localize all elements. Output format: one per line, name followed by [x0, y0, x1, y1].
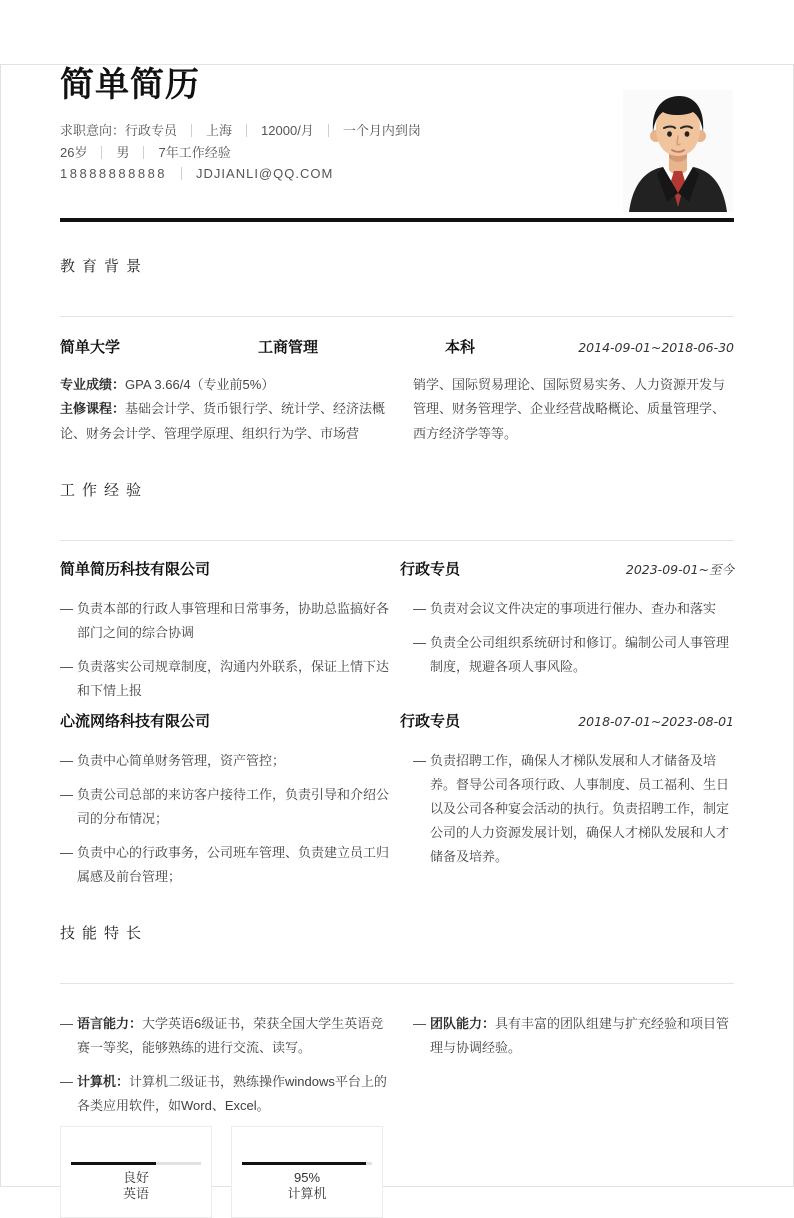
gauge-level: 良好: [122, 1170, 149, 1185]
separator: [191, 124, 192, 137]
job-bullets-col1: [60, 597, 394, 703]
skill-text: 大学英语6级证书，荣获全国大学生英语竞赛一等奖，能够熟练的进行交流、读写。: [77, 1016, 384, 1055]
skill-text: 计算机二级证书，熟练操作windows平台上的各类应用软件，如Word、Excel。: [77, 1074, 387, 1113]
email-address: JDJIANLI@QQ.COM: [196, 166, 334, 181]
education-details: [60, 373, 734, 447]
skills-list: [60, 1012, 734, 1118]
bullet-dash: —: [413, 601, 426, 616]
candidate-name: 简单简历: [60, 66, 200, 104]
bullet-dash: —: [60, 1016, 73, 1031]
intent-label: 求职意向：: [60, 123, 126, 138]
job-entry-header: [60, 559, 734, 581]
job-role: 行政专员: [400, 561, 461, 578]
section-divider: [60, 316, 734, 317]
gauge-name: 计算机: [287, 1186, 327, 1201]
bullet-dash: —: [60, 659, 73, 674]
education-details-col2: [413, 373, 734, 447]
courses-label: 主修课程：: [60, 401, 126, 416]
list-item: [60, 1012, 394, 1060]
education-details-col1: [60, 373, 394, 447]
courses-text-part2: 销学、国际贸易理论、国际贸易实务、人力资源开发与管理、财务管理学、企业经营战略概论、质量管理学、西方经济学等等。: [413, 376, 726, 441]
gauge-fill: [242, 1162, 366, 1165]
skill-gauges: [60, 1126, 734, 1218]
bullet-dash: —: [413, 635, 426, 650]
list-item: — 负责落实公司规章制度，沟通内外联系，保证上情下达和下情上报: [60, 655, 394, 703]
job-bullets-col1: [60, 749, 394, 889]
bullet-dash: —: [60, 1074, 73, 1089]
bullet-dash: —: [413, 753, 426, 768]
phone-number: 18888888888: [60, 166, 168, 181]
gauge-level: 95%: [293, 1170, 321, 1185]
job-bullets-col2: [413, 749, 734, 889]
gender: 男: [116, 144, 130, 160]
degree: 本科: [445, 338, 476, 356]
profile-photo: [623, 90, 733, 212]
separator: [101, 146, 102, 159]
job-bullets: [60, 749, 734, 889]
bullet-dash: —: [60, 845, 73, 860]
company-name: 简单简历科技有限公司: [60, 561, 211, 578]
gpa-value: GPA 3.66/4（专业前5%）: [125, 376, 275, 392]
bullet-dash: —: [60, 787, 73, 802]
skills-col2: [413, 1012, 734, 1118]
skill-label: 语言能力：: [77, 1016, 143, 1031]
gauge-name: 英语: [122, 1186, 149, 1201]
age: 26岁: [60, 144, 88, 160]
job-period: 2018-07-01~2023-08-01: [578, 714, 734, 729]
section-title-skills: 技能特长: [60, 925, 149, 942]
bullet-dash: —: [60, 601, 73, 616]
intent-city: 上海: [206, 123, 233, 138]
school-name: 简单大学: [60, 338, 121, 356]
intent-salary: 12000/月: [261, 123, 314, 138]
job-bullets-col2: [413, 597, 734, 703]
education-period: 2014-09-01~2018-06-30: [578, 339, 734, 355]
list-item: — 负责公司总部的来访客户接待工作，负责引导和介绍公司的分布情况；: [60, 783, 394, 831]
major: 工商管理: [258, 338, 319, 356]
list-item: — 负责招聘工作，确保人才梯队发展和人才储备及培养。督导公司各项行政、人事制度、员工福利、生日以及公司各种宴会活动的执行。负责招聘工作，制定公司的人力资源发展计划，确保人才梯队发展和人才储备及培养。: [413, 749, 734, 869]
gauge-card-computer: [231, 1126, 383, 1218]
experience-years: 7年工作经验: [158, 144, 231, 160]
list-item: — 负责全公司组织系统研讨和修订。编制公司人事管理制度，规避各项人事风险。: [413, 631, 734, 679]
section-title-education: 教育背景: [60, 257, 149, 275]
list-item: [413, 1012, 734, 1060]
separator: [143, 146, 144, 159]
courses-line: [60, 397, 394, 446]
job-entry-header: [60, 711, 734, 733]
gauge-bar: [242, 1162, 372, 1165]
courses-text-part1: 基础会计学、货币银行学、统计学、经济法概论、财务会计学、管理学原理、组织行为学、市场营: [60, 401, 386, 441]
job-bullets: [60, 597, 734, 703]
list-item: — 负责本部的行政人事管理和日常事务，协助总监搞好各部门之间的综合协调: [60, 597, 394, 645]
skill-label: 计算机：: [77, 1074, 130, 1089]
company-name: 心流网络科技有限公司: [60, 713, 211, 730]
intent-position: 行政专员: [125, 123, 178, 138]
gpa-label: 专业成绩：: [60, 376, 126, 392]
job-role: 行政专员: [400, 713, 461, 730]
bullet-dash: —: [413, 1016, 426, 1031]
skills-col1: [60, 1012, 394, 1118]
skill-text: 具有丰富的团队组建与扩充经验和项目管理与协调经验。: [430, 1016, 730, 1055]
bullet-dash: —: [60, 753, 73, 768]
gauge-card-english: [60, 1126, 212, 1218]
list-item: — 负责中心简单财务管理，资产管控；: [60, 749, 394, 773]
gpa-line: [60, 373, 394, 398]
section-divider: [60, 540, 734, 541]
section-title-work: 工作经验: [60, 482, 149, 499]
skill-label: 团队能力：: [430, 1016, 496, 1031]
section-divider: [60, 983, 734, 984]
list-item: [60, 1070, 394, 1118]
list-item: — 负责对会议文件决定的事项进行催办、查办和落实: [413, 597, 734, 621]
header-divider: [60, 218, 734, 222]
job-period: 2023-09-01~至今: [625, 562, 734, 577]
gauge-bar: [71, 1162, 201, 1165]
separator: [328, 124, 329, 137]
gauge-fill: [71, 1162, 156, 1165]
separator: [181, 167, 182, 180]
separator: [246, 124, 247, 137]
list-item: — 负责中心的行政事务，公司班车管理、负责建立员工归属感及前台管理；: [60, 841, 394, 889]
intent-availability: 一个月内到岗: [342, 123, 421, 138]
resume-page: [0, 64, 794, 1201]
education-entry-header: [60, 337, 734, 359]
